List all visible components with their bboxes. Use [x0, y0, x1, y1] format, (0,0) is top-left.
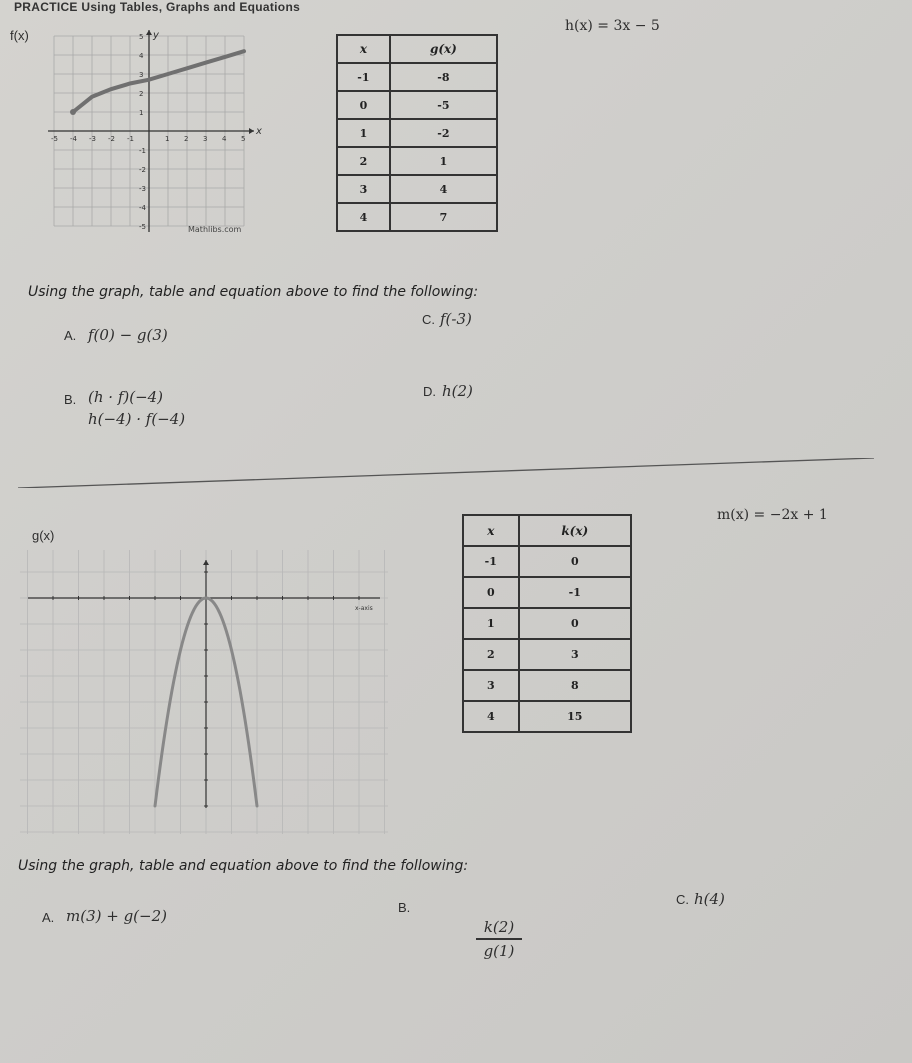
equation-h: h(x) = 3x − 5 [565, 18, 660, 34]
problem-b-expr2: h(−4) · f(−4) [88, 410, 186, 428]
graph-f-x-letter: x [256, 126, 262, 137]
problem-d-letter: D. [423, 384, 436, 399]
y-tick-label: 5 [139, 33, 144, 41]
y-arrow [203, 560, 209, 565]
problem2-c-letter: C. [676, 892, 689, 907]
table-g-cell: 4 [337, 203, 390, 231]
table-g-cell: -2 [390, 119, 497, 147]
table-k-cell: 8 [519, 670, 631, 701]
y-tick-label: 2 [139, 90, 144, 98]
table-g-header-row [337, 35, 497, 63]
table-g-cell: 0 [337, 91, 390, 119]
x-tick-label: -5 [51, 135, 58, 143]
y-tick-label: 4 [139, 52, 144, 60]
problem-c-expr: f(-3) [440, 310, 472, 328]
table-g-cell: 7 [390, 203, 497, 231]
x-tick-label: 2 [184, 135, 189, 143]
table-k-cell: 4 [463, 701, 519, 732]
y-tick-label: 3 [139, 71, 144, 79]
x-tick-label: 1 [165, 135, 170, 143]
table-k-cell: -1 [463, 546, 519, 577]
fraction-denominator: g(1) [483, 942, 515, 960]
table-g-cell: 1 [390, 147, 497, 175]
table-k-cell: 0 [519, 546, 631, 577]
table-k-cell: 2 [463, 639, 519, 670]
graph-g-x-letter: x-axis [355, 605, 373, 612]
table-g-cell: -5 [390, 91, 497, 119]
fraction-bar [476, 938, 522, 940]
y-tick-label: 1 [139, 109, 144, 117]
table-k-cell: 3 [519, 639, 631, 670]
problem-c-letter: C. [422, 312, 435, 327]
x-tick-label: -1 [127, 135, 134, 143]
fraction-numerator: k(2) [483, 918, 515, 936]
table-g-header-0: x [337, 35, 390, 63]
y-tick-label: -4 [139, 204, 146, 212]
equation-m: m(x) = −2x + 1 [717, 507, 828, 523]
table-g-cell: 4 [390, 175, 497, 203]
table-row [337, 63, 497, 91]
problem2-c-expr: h(4) [694, 890, 725, 908]
x-arrow [249, 128, 254, 134]
problem2-b-fraction [476, 918, 522, 960]
table-k-header-0: x [463, 515, 519, 546]
y-arrow [146, 30, 152, 35]
table-row [337, 119, 497, 147]
table-row [463, 577, 631, 608]
graph-watermark: Mathlibs.com [188, 225, 242, 234]
y-tick-label: -3 [139, 185, 146, 193]
y-tick-label: -1 [139, 147, 146, 155]
table-k-cell: 0 [519, 608, 631, 639]
table-g-cell: 1 [337, 119, 390, 147]
table-row [463, 639, 631, 670]
table-k-header-row [463, 515, 631, 546]
graph-f-ticks [51, 33, 245, 231]
y-tick-label: -5 [139, 223, 146, 231]
graph-f-curve [73, 51, 244, 112]
graph-f [40, 28, 280, 248]
problem2-a-expr: m(3) + g(−2) [66, 907, 167, 925]
graph-f-axes [48, 30, 254, 232]
problem2-b-letter: B. [398, 900, 411, 915]
graph-g-grid [20, 548, 388, 834]
table-k-cell: -1 [519, 577, 631, 608]
table-k [462, 514, 632, 733]
y-tick-label: -2 [139, 166, 146, 174]
graph-g [20, 548, 390, 838]
table-g [336, 34, 498, 232]
table-k-cell: 1 [463, 608, 519, 639]
table-row [337, 91, 497, 119]
x-tick-label: 4 [222, 135, 227, 143]
instruction-1: Using the graph, table and equation above to find the following: [28, 284, 479, 300]
problem2-a-letter: A. [42, 910, 55, 925]
x-tick-label: 5 [241, 135, 246, 143]
table-row [463, 546, 631, 577]
graph-f-start-point [70, 109, 76, 115]
table-row [463, 701, 631, 732]
problem-a-expr: f(0) − g(3) [88, 326, 168, 344]
x-tick-label: -4 [70, 135, 77, 143]
table-row [337, 203, 497, 231]
section-divider [18, 458, 874, 488]
problem-a-letter: A. [64, 328, 77, 343]
graph-label-g: g(x) [32, 528, 55, 543]
table-row [463, 670, 631, 701]
x-tick-label: -2 [108, 135, 115, 143]
table-row [337, 147, 497, 175]
x-tick-label: -3 [89, 135, 96, 143]
problem-b-letter: B. [64, 392, 77, 407]
table-row [337, 175, 497, 203]
table-k-header-1: k(x) [519, 515, 631, 546]
table-g-cell: 2 [337, 147, 390, 175]
problem-d-expr: h(2) [442, 382, 473, 400]
table-g-cell: -1 [337, 63, 390, 91]
table-row [463, 608, 631, 639]
table-k-cell: 0 [463, 577, 519, 608]
graph-label-f: f(x) [10, 28, 29, 43]
table-k-cell: 3 [463, 670, 519, 701]
problem-b-expr: (h · f)(−4) [88, 388, 164, 406]
table-g-cell: 3 [337, 175, 390, 203]
graph-f-y-letter: y [153, 30, 159, 41]
table-g-header-1: g(x) [390, 35, 497, 63]
x-tick-label: 3 [203, 135, 208, 143]
table-g-cell: -8 [390, 63, 497, 91]
page-title: PRACTICE Using Tables, Graphs and Equations [14, 0, 301, 14]
table-k-cell: 15 [519, 701, 631, 732]
instruction-2: Using the graph, table and equation above to find the following: [18, 858, 469, 874]
